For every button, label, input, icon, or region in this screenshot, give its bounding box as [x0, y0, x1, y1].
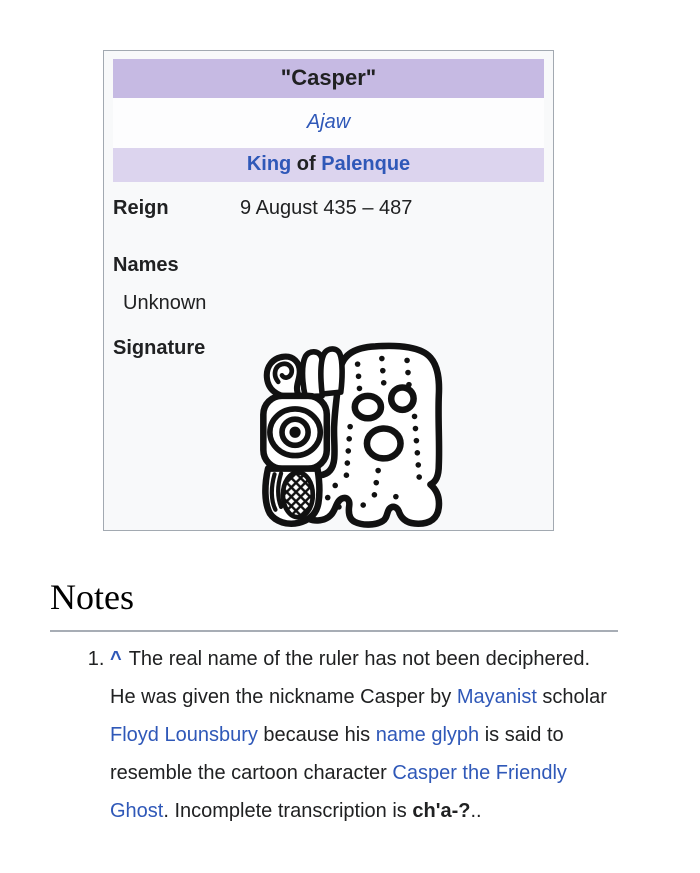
inline-text: because his [257, 724, 376, 746]
inline-text: . Incomplete transcription is [163, 800, 413, 822]
references-list [50, 640, 610, 830]
reign-label: Reign [113, 196, 169, 219]
inline-text: .. [470, 800, 482, 822]
reign-row [113, 196, 544, 221]
inline-link[interactable]: Casper the Friendly Ghost [110, 762, 567, 822]
signature-label: Signature [113, 336, 206, 359]
inline-link[interactable]: name glyph [375, 724, 480, 746]
inline-bold-text: ch'a-? [412, 800, 471, 822]
notes-heading: Notes [50, 576, 618, 632]
inline-link[interactable]: Mayanist [456, 686, 537, 708]
inline-link[interactable]: Palenque [321, 152, 411, 175]
ajaw-link[interactable]: Ajaw [306, 110, 351, 133]
inline-text: The real name of the ruler has not been deciphered. He was given the nickname Casper by [110, 648, 591, 708]
signature-image-cell [240, 336, 544, 534]
reign-value: 9 August 435 – 487 [240, 196, 413, 219]
inline-text: of [291, 152, 322, 175]
notes-section [50, 576, 618, 830]
signature-glyph-image[interactable] [254, 338, 450, 534]
signature-row [113, 336, 544, 534]
infobox-casper [103, 50, 554, 531]
inline-text: is said to resemble the cartoon character [110, 724, 564, 784]
infobox-subtitle-row [113, 98, 544, 148]
infobox-title: "Casper" [113, 59, 544, 98]
backlink-caret[interactable]: ^ [110, 648, 122, 670]
reference-item [110, 640, 610, 830]
names-value: Unknown [123, 291, 207, 314]
inline-link[interactable]: King [246, 152, 292, 175]
names-header: Names [113, 253, 179, 276]
reference-text [110, 648, 607, 822]
inline-text: scholar [536, 686, 607, 708]
infobox-office-row [113, 148, 544, 182]
inline-link[interactable]: Floyd Lounsbury [110, 724, 258, 746]
